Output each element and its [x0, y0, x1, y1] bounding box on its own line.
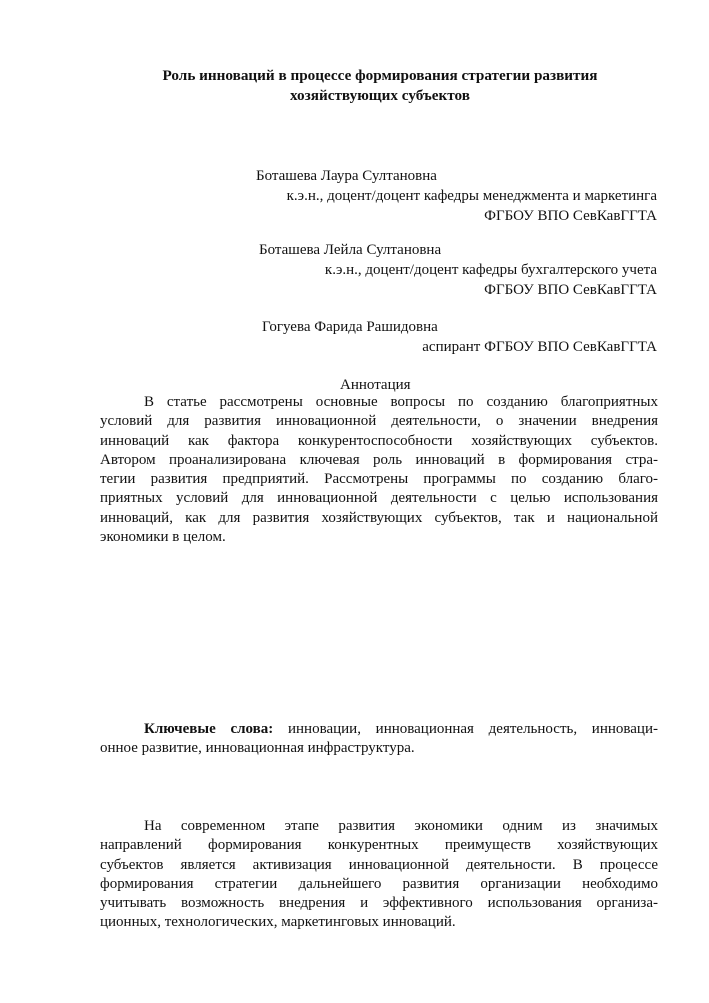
- author-position: аспирант ФГБОУ ВПО СевКавГГТА: [422, 339, 657, 355]
- author-affiliation: ФГБОУ ВПО СевКавГГТА: [484, 208, 657, 224]
- author-name: Боташева Лейла Султановна: [259, 242, 442, 258]
- keywords-label: Ключевые слова:: [144, 721, 274, 737]
- annotation-text: [100, 393, 658, 547]
- author-block-3: [247, 317, 657, 357]
- author-block-2: [247, 240, 657, 300]
- intro-line: На современном этапе развития экономики одним из значимых: [144, 818, 658, 834]
- author-block-1: [247, 166, 657, 226]
- annotation-line: В статье рассмотрены основные вопросы по созданию благоприятных: [144, 394, 658, 410]
- intro-line: ционных, технологических, маркетинговых инноваций.: [100, 914, 456, 931]
- keywords-line-1: [100, 720, 658, 739]
- keywords-line-2: онное развитие, инновационная инфраструктура.: [100, 740, 415, 757]
- paper-title: [100, 66, 660, 106]
- annotation-line: условий для развития инновационной деятельности, о значении внедрения: [100, 413, 658, 430]
- annotation-line: Автором проанализирована ключевая роль инноваций в формирования стра-: [100, 451, 658, 468]
- annotation-line: экономики в целом.: [100, 529, 226, 546]
- annotation-line: инноваций, как для развития хозяйствующих субъектов, так и национальной: [100, 509, 658, 526]
- author-position: к.э.н., доцент/доцент кафедры бухгалтерского учета: [324, 262, 657, 278]
- annotation-line: тегии развития предприятий. Рассмотрены программы по созданию благо-: [100, 471, 658, 488]
- author-name: Боташева Лаура Султановна: [256, 168, 437, 184]
- annotation-line: инноваций как фактора конкурентоспособности хозяйствующих субъектов.: [100, 432, 658, 449]
- author-name: Гогуева Фарида Рашидовна: [262, 319, 438, 335]
- title-line-2: хозяйствующих субъектов: [290, 87, 470, 104]
- author-position: к.э.н., доцент/доцент кафедры менеджмента и маркетинга: [286, 188, 657, 204]
- author-affiliation: ФГБОУ ВПО СевКавГГТА: [484, 282, 657, 298]
- title-line-1: Роль инноваций в процессе формирования стратегии развития: [162, 67, 598, 84]
- intro-paragraph: [100, 817, 658, 933]
- keywords-paragraph: [100, 720, 658, 759]
- annotation-heading: Аннотация: [340, 377, 411, 393]
- keywords-text: инновации, инновационная деятельность, инноваци-: [273, 721, 658, 737]
- intro-line: учитывать возможность внедрения и эффективного использования организа-: [100, 895, 658, 912]
- intro-line: субъектов является активизация инновационной деятельности. В процессе: [100, 856, 658, 873]
- intro-line: формирования стратегии дальнейшего развития организации необходимо: [100, 875, 658, 892]
- annotation-line: приятных условий для инновационной деятельности с целью использования: [100, 490, 658, 507]
- intro-line: направлений формирования конкурентных преимуществ хозяйствующих: [100, 837, 658, 854]
